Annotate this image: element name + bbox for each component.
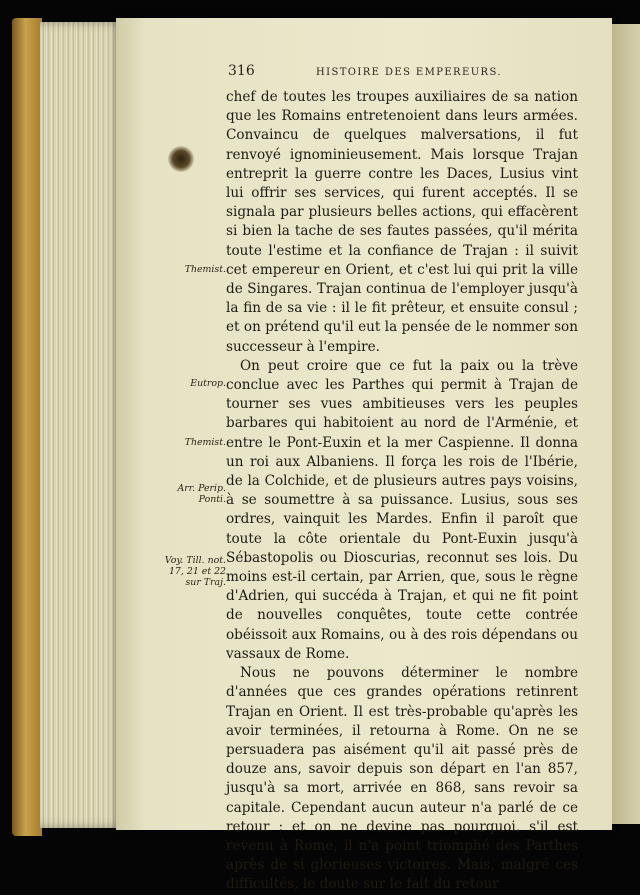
paragraph-1: chef de toutes les troupes auxiliaires de sa nation que les Romains entretenoient dans leurs armées. Convaincu de quelques malversations, il fut renvoyé ignominieusement. Mais lorsque Trajan entreprit la guerre contre les Daces, Lusius vint lui offrir ses services, qui furent acceptés. Il se signala par plusieurs belles actions, qui effacèrent si bien la tache de ses fautes passées, qu'il mérita toute l'estime et la confiance de Trajan : il suivit cet empereur en Orient, et c'est lui qui prit la ville de Singares. Trajan continua de l'employer jusqu'à la fin de sa vie : il le fit prêteur, et ensuite consul ; et on prétend qu'il eut la pensée de le nommer son successeur à l'empire. [226, 89, 578, 355]
body-text [226, 88, 578, 895]
margin-note-themist-1: Themist. [184, 264, 226, 275]
paragraph-3: Nous ne pouvons déterminer le nombre d'années que ces grandes opérations retinrent Trajan en Orient. Il est très-probable qu'après les avoir terminées, il retourna à Rome. On ne se persuadera pas aisément qu'il ait passé près de douze ans, savoir depuis son départ en l'an 857, jusqu'à sa mort, arrivée en 868, sans revoir sa capitale. Cependant aucun auteur n'a parlé de ce retour ; et on ne devine pas pourquoi, s'il est revenu à Rome, il n'a point triomphé des Parthes après de si glorieuses victoires. Mais, malgré ces difficultés, le doute sur le fait du retour [226, 665, 578, 893]
ink-stain [168, 146, 194, 172]
page-number: 316 [228, 63, 255, 79]
paragraph-2: On peut croire que ce fut la paix ou la trève conclue avec les Parthes qui permit à Trajan de tourner ses vues ambitieuses vers les peuples barbares qui habitoient au nord de l'Arménie, et entre le Pont-Euxin et la mer Caspienne. Il donna un roi aux Albaniens. Il força les rois de l'Ibérie, de la Colchide, et de plusieurs autres pays voisins, à se soumettre à sa puissance. Lusius, sous ses ordres, vainquit les Mardes. Enfin il paroît que toute la côte orientale du Pont-Euxin jusqu'à Sébastopolis ou Dioscurias, reconnut ses lois. Du moins est-il certain, par Arrien, que, sous le règne d'Adrien, qui succéda à Trajan, et qui ne fit point de nouvelles conquêtes, toute cette contrée obéissoit aux Romains, ou à des rois dépendans ou vassaux de Rome. [226, 357, 578, 662]
margin-note-themist-2: Themist. [184, 437, 226, 448]
margin-note-eutrop: Eutrop. [190, 378, 226, 389]
book-cover-edge [12, 18, 42, 836]
margin-note-voy-till: Voy. Till. not. 17, 21 et 22 sur Traj. [164, 555, 226, 588]
running-title: HISTOIRE DES EMPEREURS. [316, 67, 502, 78]
facing-page-edge [612, 24, 640, 824]
margin-note-arr-perip: Arr. Perip. Ponti. [177, 483, 226, 505]
page-header [228, 63, 598, 83]
